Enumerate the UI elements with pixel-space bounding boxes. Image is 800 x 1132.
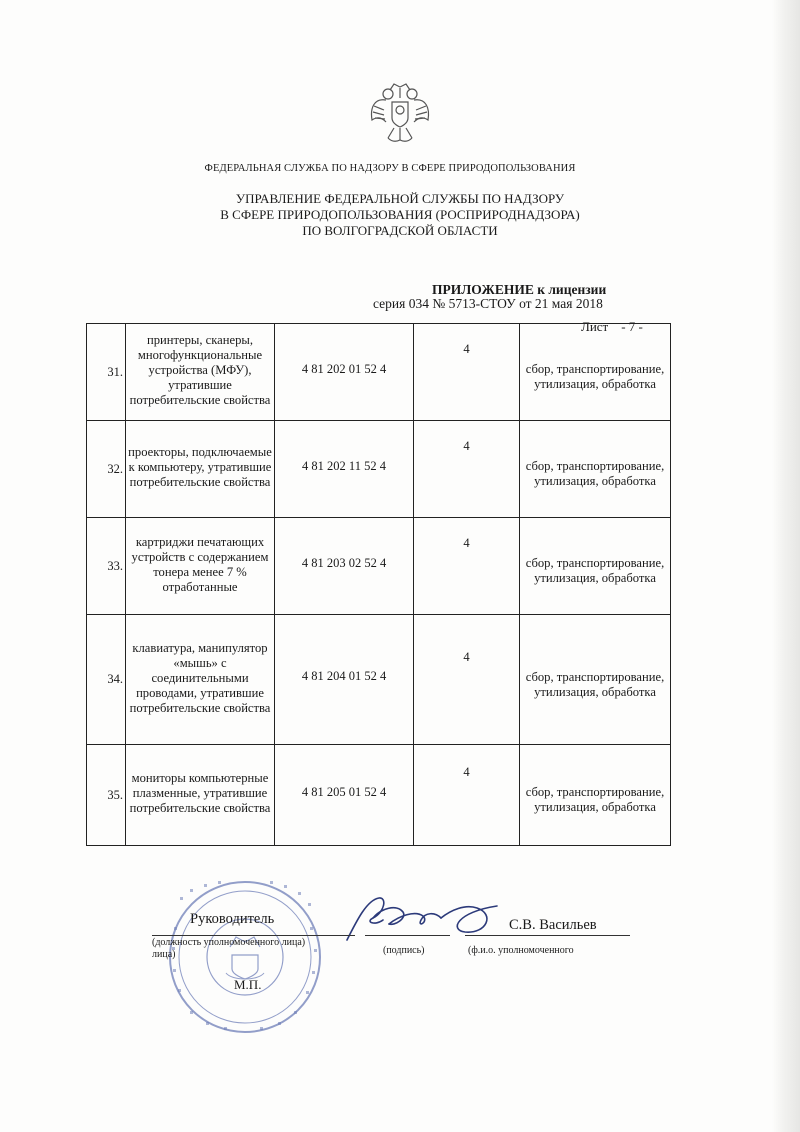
position-underline [152,935,355,936]
activities: сбор, транспортирование, утилизация, обработка [525,362,665,391]
department-line-2: В СФЕРЕ ПРИРОДОПОЛЬЗОВАНИЯ (РОСПРИРОДНАДЗОРА) [220,207,580,222]
activities: сбор, транспортирование, утилизация, обработка [525,669,665,699]
waste-name: принтеры, сканеры, многофункциональные устройства (МФУ), утратившие потребительские свойства [129,333,271,407]
waste-name: картриджи печатающих устройств с содержанием тонера менее 7 % отработанные [131,534,269,594]
official-stamp-icon [160,877,330,1037]
seal-place-mark: М.П. [234,977,262,992]
activities: сбор, транспортирование, утилизация, обработка [525,459,665,488]
hazard-class: 4 [463,765,470,779]
department-line-3: ПО ВОЛГОГРАДСКОЙ ОБЛАСТИ [302,223,498,238]
signature-caption: (подпись) [383,945,425,956]
position-caption-continued: лица) [152,949,176,960]
activities: сбор, транспортирование, утилизация, обработка [525,556,665,585]
hazard-class: 4 [463,649,470,664]
waste-code: 4 81 202 11 52 4 [302,458,386,473]
department-line-1: УПРАВЛЕНИЕ ФЕДЕРАЛЬНОЙ СЛУЖБЫ ПО НАДЗОРУ [235,191,565,206]
sheet-number: Лист - 7 - [581,319,643,334]
table-row [87,324,671,421]
waste-table [86,323,671,846]
waste-code: 4 81 204 01 52 4 [301,669,387,683]
row-number: 32. [87,421,126,518]
signatory-title: Руководитель [190,911,275,927]
table-row [87,615,671,745]
signature-underline [365,935,450,936]
hazard-class: 4 [463,439,470,453]
fio-underline [465,935,630,936]
fio-caption: (ф.и.о. уполномоченного [468,945,574,956]
signatory-name: С.В. Васильев [509,917,597,933]
table-row [87,518,671,615]
appendix-series: серия 034 № 5713-СТОУ от 21 мая 2018 [373,296,603,311]
row-number: 35. [87,745,126,846]
position-caption: (должность уполномоченного лица) [152,937,306,948]
row-number: 34. [87,615,126,745]
row-number: 31. [87,324,126,421]
coat-of-arms-icon [366,76,434,148]
waste-name: клавиатура, манипулятор «мышь» с соединительными проводами, утратившие потребительские свойства [129,640,271,715]
hazard-class: 4 [463,536,470,550]
hazard-class: 4 [463,342,470,356]
service-name: ФЕДЕРАЛЬНАЯ СЛУЖБА ПО НАДЗОРУ В СФЕРЕ ПРИРОДОПОЛЬЗОВАНИЯ [204,163,576,174]
waste-code: 4 81 203 02 52 4 [301,555,387,570]
signature-mark [337,890,507,950]
row-number: 33. [87,518,126,615]
table-row [87,745,671,846]
waste-name: мониторы компьютерные плазменные, утратившие потребительские свойства [129,771,271,815]
appendix-title: ПРИЛОЖЕНИЕ к лицензии [432,282,607,297]
waste-name: проекторы, подключаемые к компьютеру, утратившие потребительские свойства [128,445,272,489]
waste-code: 4 81 205 01 52 4 [301,784,387,799]
waste-code: 4 81 202 01 52 4 [301,361,387,376]
table-row [87,421,671,518]
activities: сбор, транспортирование, утилизация, обработка [525,785,665,814]
